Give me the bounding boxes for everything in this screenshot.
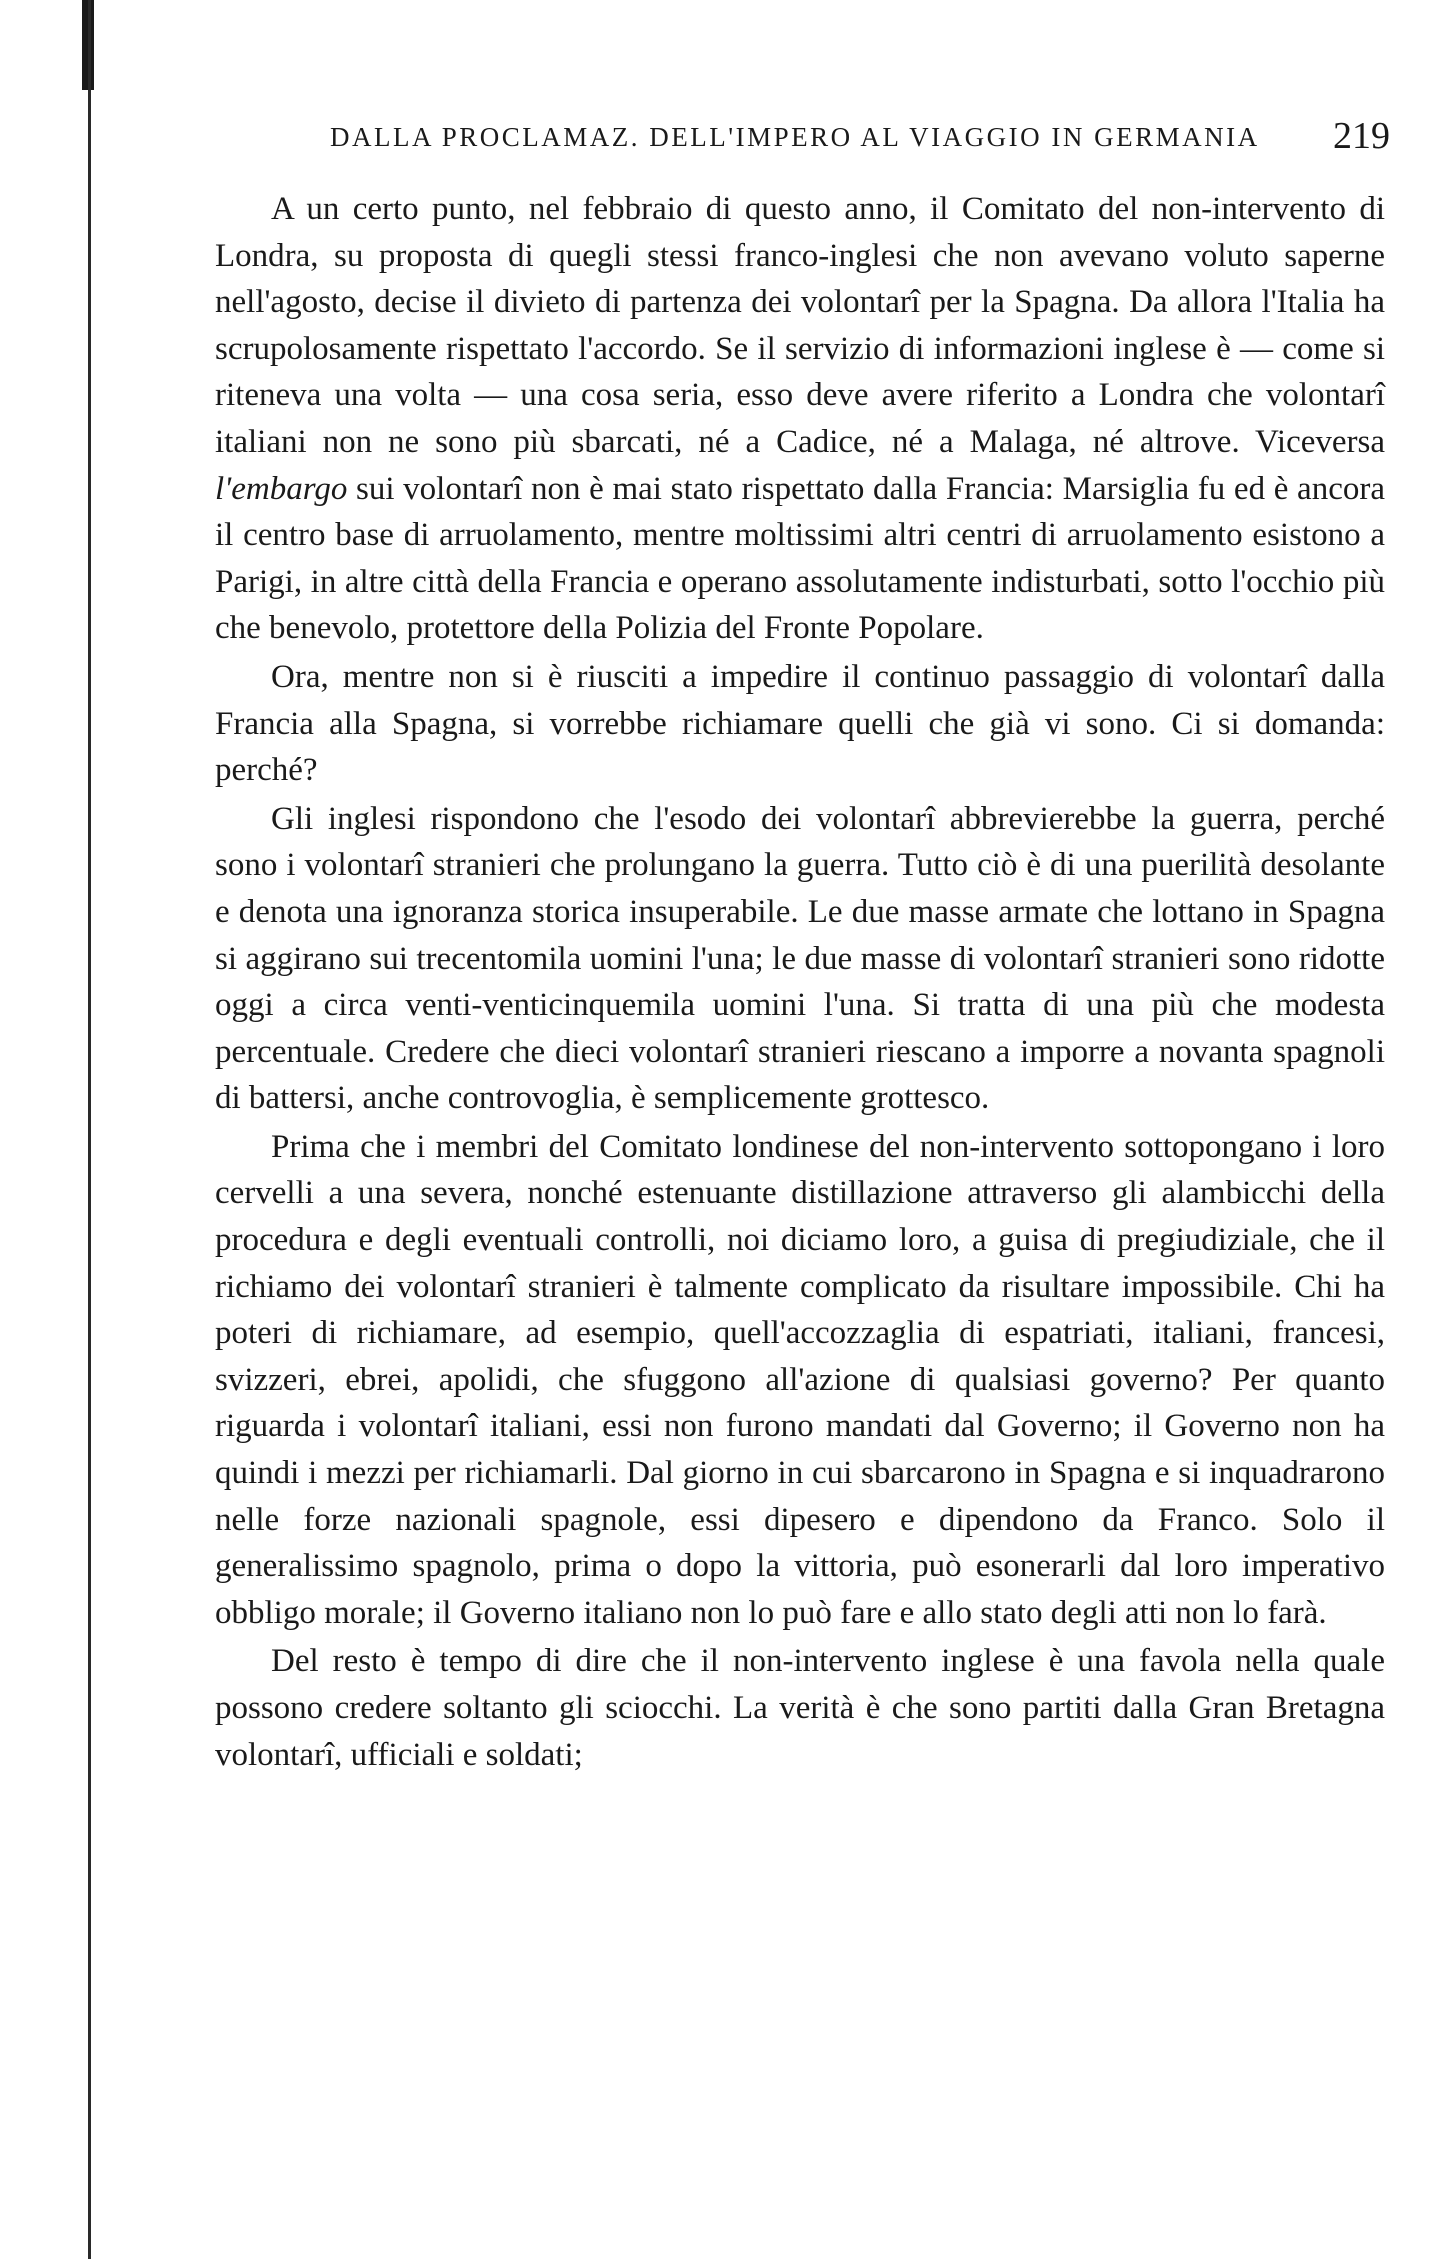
paragraph-1 [215, 186, 1385, 652]
paragraph-1-part-b: sui volontarî non è mai stato rispettato dalla Francia: Marsiglia fu ed è ancora il centro base di arruolamento, mentre moltissimi altri centri di arruolamento esistono a Parigi, in altre città della Francia e operano assolutamente indisturbati, sotto l'occhio più che benevolo, protettore della Polizia del Fronte Popolare. [215, 470, 1385, 647]
paragraph-2: Ora, mentre non si è riusciti a impedire il continuo passaggio di volontarî dalla Francia alla Spagna, si vorrebbe richiamare quelli che già vi sono. Ci si domanda: perché? [215, 658, 1385, 789]
paragraph-3: Gli inglesi rispondono che l'esodo dei volontarî abbrevierebbe la guerra, perché sono i volontarî stranieri che prolungano la guerra. Tutto ciò è di una puerilità desolante e denota una ignoranza storica insuperabile. Le due masse armate che lottano in Spagna si aggirano sui trecentomila uomini l'una; le due masse di volontarî stranieri sono ridotte oggi a circa venti-venticinquemila uomini l'una. Si tratta di una più che modesta percentuale. Credere che dieci volontarî stranieri riescano a imporre a novanta spagnoli di battersi, anche controvoglia, è semplicemente grottesco. [215, 800, 1385, 1117]
paragraph-5: Del resto è tempo di dire che il non-intervento inglese è una favola nella quale possono credere soltanto gli sciocchi. La verità è che sono partiti dalla Gran Bretagna volontarî, ufficiali e soldati; [215, 1643, 1385, 1773]
paragraph-4: Prima che i membri del Comitato londinese del non-intervento sottopongano i loro cervelli a una severa, nonché estenuante distillazione attraverso gli alambicchi della procedura e degli eventuali controlli, noi diciamo loro, a guisa di pregiudiziale, che il richiamo dei volontarî stranieri è talmente complicato da risultare impossibile. Chi ha poteri di richiamare, ad esempio, quell'accozzaglia di espatriati, italiani, francesi, svizzeri, ebrei, apolidi, che sfuggono all'azione di qualsiasi governo? Per quanto riguarda i volontarî italiani, essi non furono mandati dal Governo; il Governo non ha quindi i mezzi per richiamarli. Dal giorno in cui sbarcarono in Spagna e si inquadrarono nelle forze nazionali spagnole, essi dipesero e dipendono da Franco. Solo il generalissimo spagnolo, prima o dopo la vittoria, può esonerarli dal loro imperativo obbligo morale; il Governo italiano non lo può fare e allo stato degli atti non lo farà. [215, 1128, 1385, 1631]
body-text [215, 186, 1385, 1778]
page-number: 219 [1333, 115, 1390, 157]
binding-edge-rule [88, 0, 91, 2259]
running-head: DALLA PROCLAMAZ. DELL'IMPERO AL VIAGGIO IN GERMANIA [330, 122, 1260, 152]
page-header [330, 112, 1390, 172]
paragraph-1-part-a: A un certo punto, nel febbraio di questo anno, il Comitato del non-intervento di Londra, su proposta di quegli stessi franco-inglesi che non avevano voluto saperne nell'agosto, decise il divieto di partenza dei volontarî per la Spagna. Da allora l'Italia ha scrupolosamente rispettato l'accordo. Se il servizio di informazioni inglese è — come si riteneva una volta — una cosa seria, esso deve avere riferito a Londra che volontarî italiani non ne sono più sbarcati, né a Cadice, né a Malaga, né altrove. Viceversa [215, 191, 1385, 460]
paragraph-1-italic-term: l'embargo [215, 470, 348, 507]
